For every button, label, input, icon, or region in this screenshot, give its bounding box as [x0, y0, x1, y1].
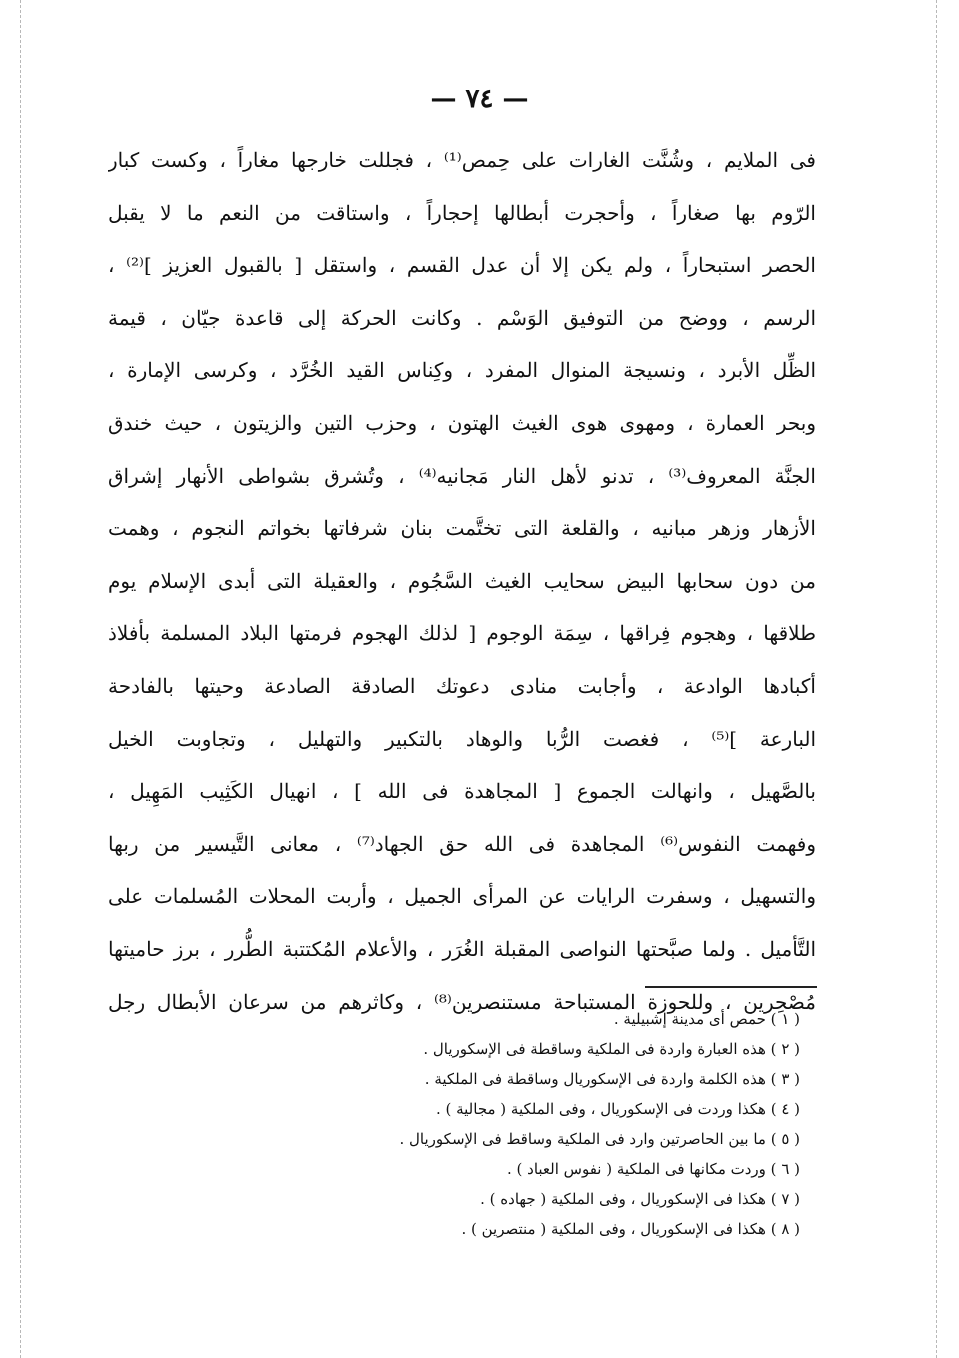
footnote: ( ٢ ) هذه العبارة واردة فى الملكية وساقطة فى الإسكوريال . — [423, 1040, 800, 1058]
body-line: الرسم ، ووضح من التوفيق الوَسْم . وكانت الحركة إلى قاعدة جيّان ، قيمة — [108, 305, 816, 330]
footnote: ( ٤ ) هكذا وردت فى الإسكوريال ، وفى الملكية ( مجالية ) . — [435, 1100, 800, 1118]
left-margin-line — [20, 0, 21, 1358]
footnote-separator — [645, 986, 817, 988]
body-line: وبحر العمارة ، ومهوى هوى الغيث الهتون ، وحزب التين والزيتون ، حيث خندق — [108, 410, 816, 435]
footnote: ( ٨ ) هكذا فى الإسكوريال ، وفى الملكية ( منتصرين ) . — [461, 1220, 800, 1238]
body-line: مُصْحِرين ، وللحوزة المستباحة مستنصرين⁽⁸⁾ ، وكاثرهم من سرعان الأبطال رجل — [108, 989, 816, 1014]
footnote: ( ١ ) حمص أى مدينة إشبيلية . — [613, 1010, 800, 1028]
body-line: من دون سحابها البيض سحايب الغيث السَّجُوم ، والعقيلة التى أبدى الإسلام يوم — [108, 568, 816, 593]
page-number: — ٧٤ — — [430, 84, 529, 114]
body-line: الجنَّة المعروف⁽³⁾ ، تدنو لأهل النار مَجانيه⁽⁴⁾ ، وتُشرق بشواطى الأنهار إشراق — [108, 463, 816, 488]
body-line: طلاقها ، وهجوم فِراقها ، سِمَة الوجوم [ لذلك الهجوم فرمتها البلاد المسلمة بأفلاذ — [108, 621, 816, 646]
body-line: الرّوم بها صغاراً ، وأحجرت أبطالها إحجاراً ، واستاقت من النعم ما لا يقبل — [108, 200, 816, 225]
footnote: ( ٧ ) هكذا فى الإسكوريال ، وفى الملكية ( جهاده ) . — [480, 1190, 800, 1208]
body-text — [108, 134, 816, 1028]
body-line: البارعة ]⁽⁵⁾ ، فغصت الرُّبا والوهاد بالتكبير والتهليل ، وتجاوبت الخيل — [108, 726, 816, 751]
body-line: التَّأميل . ولما صبَّحتها النواصى المقبلة الغُرَر ، والأعلام المُكتتبة الطُّرر ، برز حاميتها — [108, 936, 816, 961]
body-line: الأزهار وزهر مبانيه ، والقلعة التى تختَّمت بنان شرفاتها بخواتم النجوم ، وهمت — [108, 516, 816, 541]
body-line: الظِّل الأبرد ، ونسيجة المنوال المفرد ، وكِناس القيد الخُرَّد ، وكرسى الإمارة ، — [108, 358, 816, 383]
footnote: ( ٥ ) ما بين الحاصرتين وارد فى الملكية وساقط فى الإسكوريال . — [399, 1130, 800, 1148]
footnote: ( ٦ ) وردت مكانها فى الملكية ( نفوس العباد ) . — [506, 1160, 800, 1178]
body-line: بالصَّهيل ، وانهالت الجموع [ المجاهدة فى الله ] ، انهيال الكَثِيب المَهِيل ، — [108, 779, 816, 804]
body-line: أكبادها الوادعة ، وأجابت منادى دعوتك الصادقة الصادعة وحيتها بالفادحة — [108, 673, 816, 698]
body-line: فى الملايم ، وشُنَّت الغارات على حِمص⁽¹⁾ ، فجللت خارجها مغاراً ، وكست كبار — [108, 148, 816, 172]
body-line: الحصر استبحاراً ، ولم يكن إلا أن عدل القسم ، واستقل [ بالقبول العزيز ]⁽²⁾ ، — [108, 253, 816, 278]
footnotes — [200, 1004, 800, 1244]
body-line: وفهمت النفوس⁽⁶⁾ المجاهدة فى الله حق الجهاد⁽⁷⁾ ، معانى التَّيسير من ربها — [108, 831, 816, 856]
footnote: ( ٣ ) هذه الكلمة واردة فى الإسكوريال وساقطة فى الملكية . — [424, 1070, 800, 1088]
body-line: والتسهيل ، وسفرت الرايات عن المرأى الجميل ، وأربت المحلات المُسلمات على — [108, 884, 816, 909]
right-margin-line — [936, 0, 937, 1358]
